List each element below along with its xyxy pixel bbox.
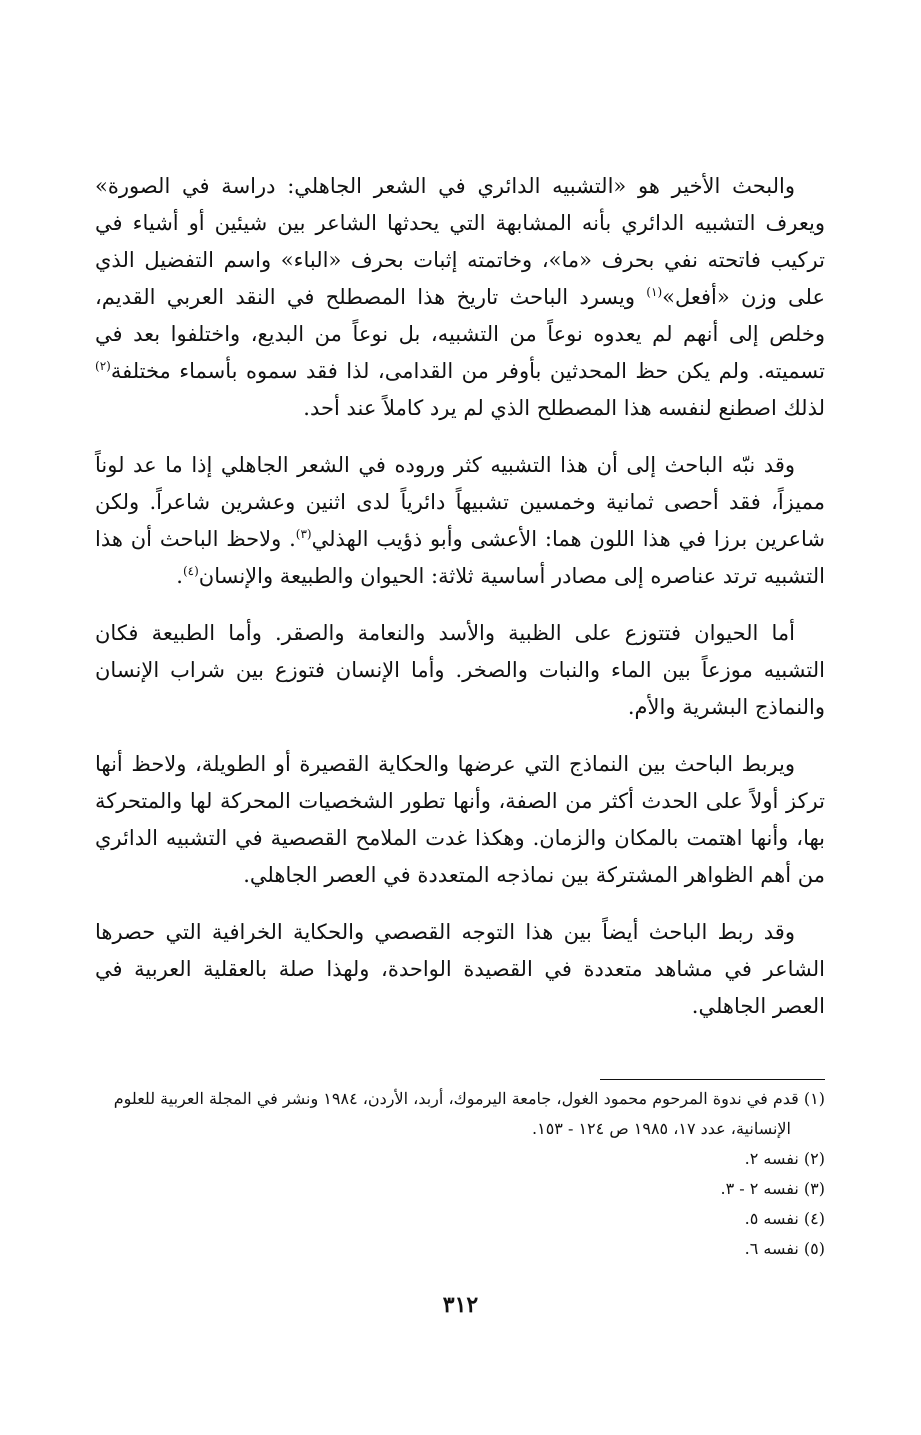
paragraph-1 bbox=[95, 168, 825, 427]
footnote-4: (٤) نفسه ٥. bbox=[744, 1209, 825, 1228]
page-number: ٣١٢ bbox=[442, 1292, 479, 1318]
footnote-ref-2[interactable]: (٢) bbox=[95, 359, 111, 373]
paragraph-text: لذلك اصطنع لنفسه هذا المصطلح الذي لم يرد كاملاً عند أحد. bbox=[303, 396, 825, 420]
paragraph-text: ويسرد الباحث تاريخ هذا المصطلح في النقد العربي القديم، وخلص إلى أنهم لم يعدوه نوعاً من التشبيه، بل نوعاً من البديع، واختلفوا بعد في تسميته. ولم يكن حظ المحدثين بأوفر من القدامى، لذا فقد سموه بأسماء مختلفة bbox=[95, 285, 825, 383]
paragraph-2 bbox=[95, 447, 825, 595]
paragraph-text: ويربط الباحث بين النماذج التي عرضها والحكاية القصيرة أو الطويلة، ولاحظ أنها تركز أولاً على الحدث أكثر من الصفة، وأنها تطور الشخصيات المحركة لها والمتحركة بها، وأنها اهتمت بالمكان والزمان. وهكذا غدت الملامح القصصية في التشبيه الدائري من أهم الظواهر المشتركة بين نماذجه المتعددة في العصر الجاهلي. bbox=[95, 752, 825, 887]
paragraph-5 bbox=[95, 914, 825, 1025]
paragraph-text: . ولاحظ الباحث أن هذا التشبيه ترتد عناصره إلى مصادر أساسية ثلاثة: الحيوان والطبيعة والإنسان bbox=[95, 527, 825, 588]
footnotes bbox=[95, 1084, 825, 1264]
footnote-3: (٣) نفسه ٢ - ٣. bbox=[720, 1179, 825, 1198]
paragraph-4 bbox=[95, 746, 825, 894]
footnote-2: (٢) نفسه ٢. bbox=[744, 1149, 825, 1168]
footnote-ref-3[interactable]: (٣) bbox=[295, 527, 312, 541]
paragraph-text: وقد نبّه الباحث إلى أن هذا التشبيه كثر وروده في الشعر الجاهلي إذا ما عد لوناً مميزاً، فقد أحصى ثمانية وخمسين تشبيهاً دائرياً لدى اثنين وعشرين شاعراً. ولكن شاعرين برزا في هذا اللون هما: الأعشى وأبو ذؤيب الهذلي bbox=[95, 453, 826, 551]
paragraph-text: . bbox=[176, 564, 183, 588]
paragraph-3 bbox=[95, 615, 825, 726]
paragraph-text: والبحث الأخير هو «التشبيه الدائري في الشعر الجاهلي: دراسة في الصورة» ويعرف التشبيه الدائري بأنه المشابهة التي يحدثها الشاعر بين شيئين أو أشياء في تركيب فاتحته نفي بحرف «ما»، وخاتمته إثبات بحرف «الباء» واسم التفضيل الذي على وزن «أفعل» bbox=[95, 174, 825, 309]
body-text bbox=[95, 168, 825, 1045]
paragraph-text: أما الحيوان فتتوزع على الظبية والأسد والنعامة والصقر. وأما الطبيعة فكان التشبيه موزعاً بين الماء والنبات والصخر. وأما الإنسان فتوزع بين شراب الإنسان والنماذج البشرية والأم. bbox=[95, 621, 826, 719]
footnote-ref-1[interactable]: (١) bbox=[646, 285, 663, 299]
footnote-divider bbox=[600, 1079, 825, 1080]
footnote-ref-4[interactable]: (٤) bbox=[182, 564, 199, 578]
footnote-5: (٥) نفسه ٦. bbox=[744, 1239, 825, 1258]
paragraph-text: وقد ربط الباحث أيضاً بين هذا التوجه القصصي والحكاية الخرافية التي حصرها الشاعر في مشاهد متعددة في القصيدة الواحدة، ولهذا صلة بالعقلية العربية في العصر الجاهلي. bbox=[95, 920, 825, 1018]
footnote-1: (١) قدم في ندوة المرحوم محمود الغول، جامعة اليرموك، أربد، الأردن، ١٩٨٤ ونشر في المجلة العربية للعلوم الإنسانية، عدد ١٧، ١٩٨٥ ص ١٢٤ - ١٥٣. bbox=[113, 1089, 825, 1138]
